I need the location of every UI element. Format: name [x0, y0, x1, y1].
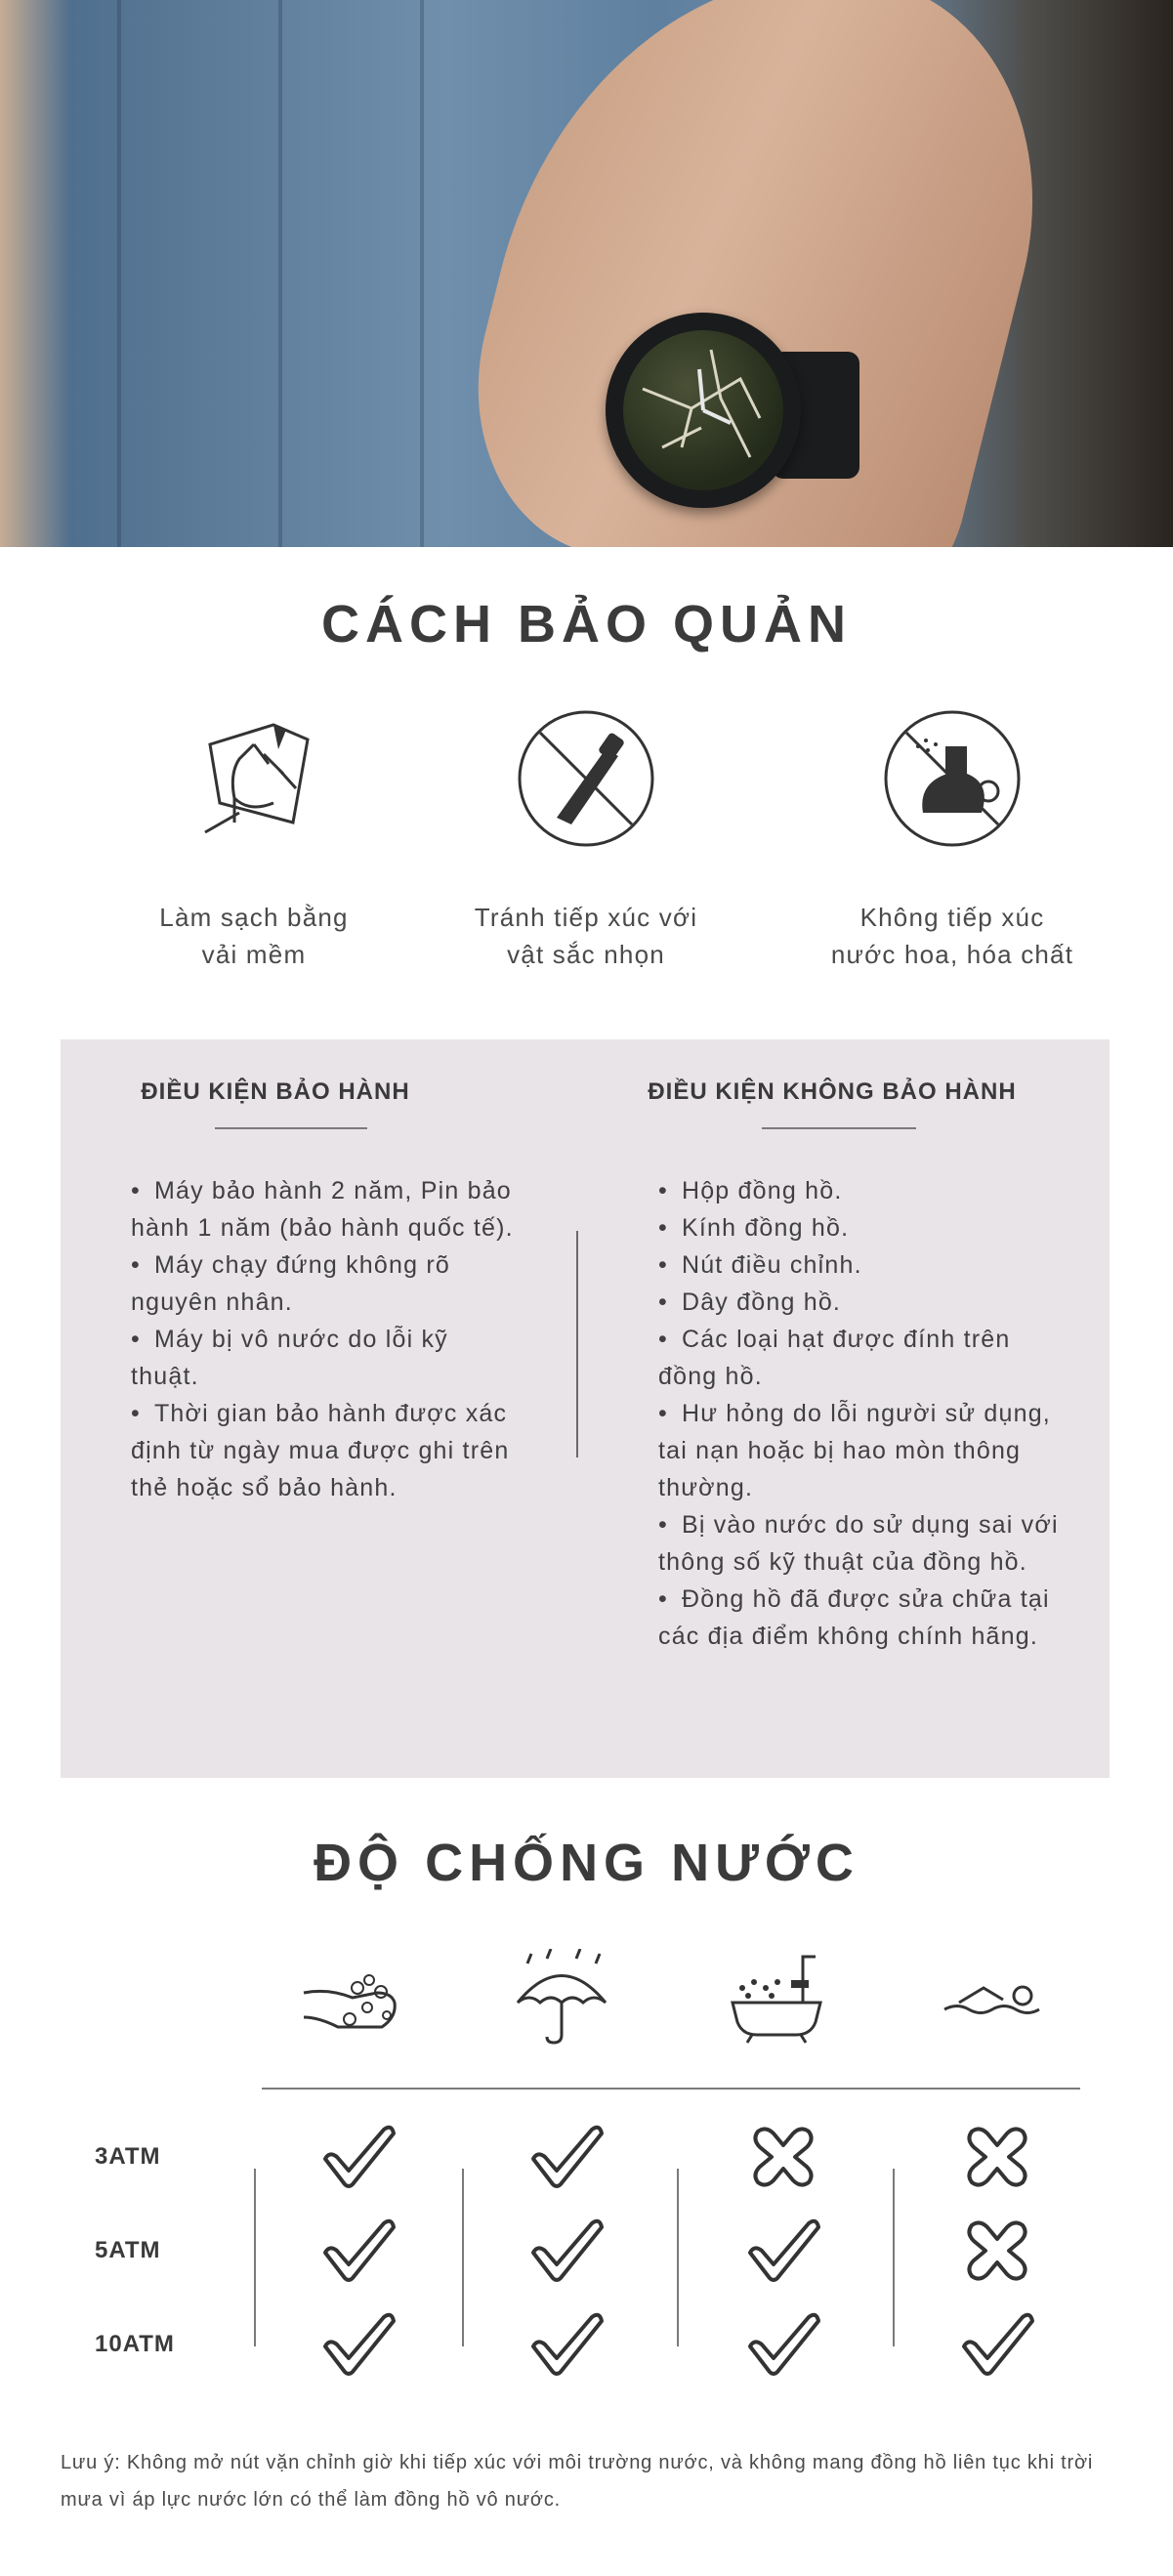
warranty-item: • Thời gian bảo hành được xác định từ ngày mua được ghi trên thẻ hoặc sổ bảo hành.: [131, 1395, 522, 1506]
atm-label: 3ATM: [95, 2143, 161, 2170]
bathtub-shower-icon: [723, 1949, 830, 2047]
care-item-chemical: [786, 705, 1118, 973]
non-warranty-item: • Bị vào nước do sử dụng sai với thông số kỹ thuật của đồng hồ.: [658, 1506, 1059, 1581]
care-label-sharp: Tránh tiếp xúc với vật sắc nhọn: [474, 903, 698, 969]
warranty-right-title: ĐIỀU KIỆN KHÔNG BẢO HÀNH: [648, 1078, 1017, 1105]
non-warranty-item: • Nút điều chỉnh.: [658, 1246, 1059, 1284]
hand-cloth-icon: [181, 705, 327, 852]
watch-icon: [606, 313, 801, 508]
non-warranty-item: • Hộp đồng hồ.: [658, 1172, 1059, 1209]
cross-mark-icon: [958, 2216, 1036, 2284]
non-warranty-item: • Kính đồng hồ.: [658, 1209, 1059, 1246]
care-item-sharp: [420, 705, 752, 973]
water-header-line: [262, 2088, 1080, 2090]
no-perfume-icon: [879, 705, 1026, 852]
care-label-chemical: Không tiếp xúc nước hoa, hóa chất: [830, 903, 1074, 969]
warranty-left-underline: [215, 1127, 367, 1129]
check-mark-icon: [958, 2309, 1036, 2378]
check-mark-icon: [319, 2122, 398, 2190]
hero-photo: [0, 0, 1173, 547]
warranty-left-list: [131, 1172, 522, 1506]
care-label-clean: Làm sạch bằng vải mềm: [159, 903, 349, 969]
umbrella-rain-icon: [508, 1949, 615, 2047]
water-col-divider: [677, 2169, 679, 2346]
check-mark-icon: [744, 2216, 822, 2284]
cross-mark-icon: [744, 2122, 822, 2190]
care-item-clean: [88, 705, 420, 973]
warranty-left-title: ĐIỀU KIỆN BẢO HÀNH: [141, 1078, 410, 1105]
atm-label: 5ATM: [95, 2237, 161, 2263]
swimming-icon: [940, 1949, 1047, 2047]
non-warranty-item: • Đồng hồ đã được sửa chữa tại các địa điểm không chính hãng.: [658, 1581, 1059, 1655]
warranty-item: • Máy chạy đứng không rõ nguyên nhân.: [131, 1246, 522, 1321]
care-title: CÁCH BẢO QUẢN: [321, 595, 852, 654]
check-mark-icon: [744, 2309, 822, 2378]
no-sharp-knife-icon: [513, 705, 659, 852]
warranty-divider: [576, 1231, 578, 1457]
warranty-right-list: [658, 1172, 1059, 1655]
non-warranty-item: • Dây đồng hồ.: [658, 1284, 1059, 1321]
water-col-divider: [462, 2169, 464, 2346]
check-mark-icon: [319, 2216, 398, 2284]
check-mark-icon: [527, 2309, 606, 2378]
cross-mark-icon: [958, 2122, 1036, 2190]
warranty-panel: [61, 1039, 1110, 1778]
water-col-divider: [254, 2169, 256, 2346]
warranty-right-underline: [762, 1127, 916, 1129]
hand-washing-icon: [299, 1949, 406, 2047]
water-title: ĐỘ CHỐNG NƯỚC: [314, 1834, 859, 1892]
check-mark-icon: [527, 2122, 606, 2190]
check-mark-icon: [527, 2216, 606, 2284]
non-warranty-item: • Hư hỏng do lỗi người sử dụng, tai nạn hoặc bị hao mòn thông thường.: [658, 1395, 1059, 1506]
atm-label: 10ATM: [95, 2331, 175, 2357]
warranty-item: • Máy bảo hành 2 năm, Pin bảo hành 1 năm (bảo hành quốc tế).: [131, 1172, 522, 1246]
non-warranty-item: • Các loại hạt được đính trên đồng hồ.: [658, 1321, 1059, 1395]
check-mark-icon: [319, 2309, 398, 2378]
water-note: Lưu ý: Không mở nút vặn chỉnh giờ khi tiếp xúc với môi trường nước, và không mang đồng hồ liên tục khi trời mưa vì áp lực nước lớn có thể làm đồng hồ vô nước.: [61, 2452, 1094, 2511]
water-col-divider: [893, 2169, 895, 2346]
warranty-item: • Máy bị vô nước do lỗi kỹ thuật.: [131, 1321, 522, 1395]
